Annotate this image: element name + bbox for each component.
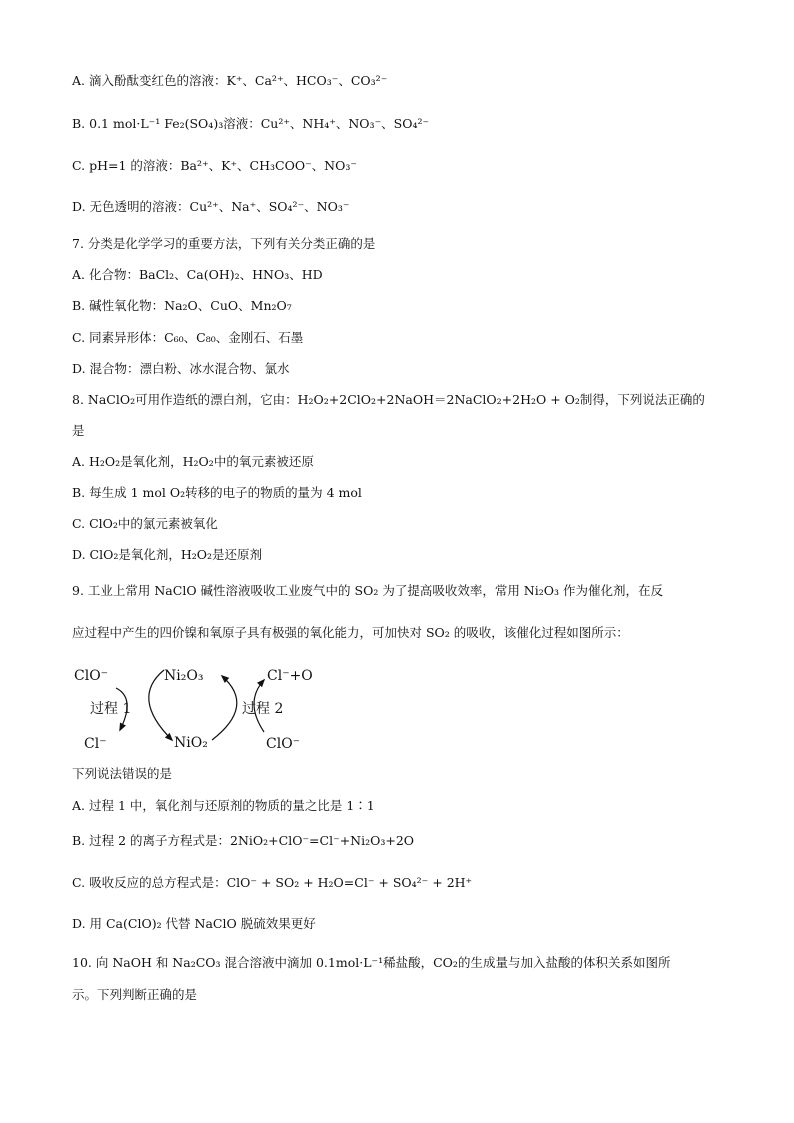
q6-option-a: A. 滴入酚酞变红色的溶液：K⁺、Ca²⁺、HCO₃⁻、CO₃²⁻ (72, 73, 388, 88)
label-nio2: NiO₂ (174, 735, 208, 751)
q10-stem-line1: 10. 向 NaOH 和 Na₂CO₃ 混合溶液中滴加 0.1mol·L⁻¹稀盐酸，CO₂的生成量与加入盐酸的体积关系如图所 (72, 955, 671, 970)
label-clo-bottom-right: ClO⁻ (266, 736, 301, 752)
q7-stem: 7. 分类是化学学习的重要方法，下列有关分类正确的是 (72, 236, 376, 251)
label-ni2o3: Ni₂O₃ (164, 668, 204, 684)
q8-option-b: B. 每生成 1 mol O₂转移的电子的物质的量为 4 mol (72, 485, 362, 500)
label-cl-bottom-left: Cl⁻ (84, 736, 107, 752)
q8-option-c: C. ClO₂中的氯元素被氧化 (72, 516, 218, 531)
q9-stem-line2: 应过程中产生的四价镍和氧原子具有极强的氧化能力，可加快对 SO₂ 的吸收，该催化过程如图所示： (72, 625, 629, 640)
label-process-2: 过程 2 (242, 701, 284, 717)
q7-option-a: A. 化合物：BaCl₂、Ca(OH)₂、HNO₃、HD (72, 267, 323, 282)
q6-option-d: D. 无色透明的溶液：Cu²⁺、Na⁺、SO₄²⁻、NO₃⁻ (72, 199, 350, 214)
q8-stem-line1: 8. NaClO₂可用作造纸的漂白剂，它由：H₂O₂+2ClO₂+2NaOH＝2NaClO₂+2H₂O + O₂制得，下列说法正确的 (72, 392, 705, 407)
q8-option-d: D. ClO₂是氧化剂，H₂O₂是还原剂 (72, 547, 263, 562)
q9-option-d: D. 用 Ca(ClO)₂ 代替 NaClO 脱硫效果更好 (72, 916, 316, 931)
q8-option-a: A. H₂O₂是氧化剂，H₂O₂中的氧元素被还原 (72, 454, 314, 469)
label-process-1: 过程 1 (90, 701, 132, 717)
q9-stem-line1: 9. 工业上常用 NaClO 碱性溶液吸收工业废气中的 SO₂ 为了提高吸收效率，常用 Ni₂O₃ 作为催化剂，在反 (72, 583, 663, 598)
q10-stem-line2: 示。下列判断正确的是 (72, 987, 198, 1002)
q6-option-c: C. pH=1 的溶液：Ba²⁺、K⁺、CH₃COO⁻、NO₃⁻ (72, 158, 357, 173)
q9-option-a: A. 过程 1 中，氧化剂与还原剂的物质的量之比是 1∶1 (72, 798, 375, 813)
q9-option-b: B. 过程 2 的离子方程式是：2NiO₂+ClO⁻=Cl⁻+Ni₂O₃+2O (72, 833, 415, 848)
q6-option-b: B. 0.1 mol·L⁻¹ Fe₂(SO₄)₃溶液：Cu²⁺、NH₄⁺、NO₃⁻、SO₄²⁻ (72, 116, 430, 131)
q8-stem-line2: 是 (72, 423, 85, 438)
label-cl-plus-o: Cl⁻+O (267, 668, 313, 684)
q7-option-b: B. 碱性氧化物：Na₂O、CuO、Mn₂O₇ (72, 298, 292, 313)
q7-option-c: C. 同素异形体：C₆₀、C₈₀、金刚石、石墨 (72, 330, 304, 345)
q7-option-d: D. 混合物：漂白粉、冰水混合物、氯水 (72, 361, 290, 376)
arrow-nio2-to-ni2o3 (212, 676, 237, 740)
q9-option-c: C. 吸收反应的总方程式是：ClO⁻ + SO₂ + H₂O=Cl⁻ + SO₄²⁻ + 2H⁺ (72, 875, 473, 890)
catalytic-cycle-diagram (60, 658, 340, 754)
q9-prompt: 下列说法错误的是 (72, 766, 173, 781)
label-clo-top-left: ClO⁻ (74, 668, 109, 684)
